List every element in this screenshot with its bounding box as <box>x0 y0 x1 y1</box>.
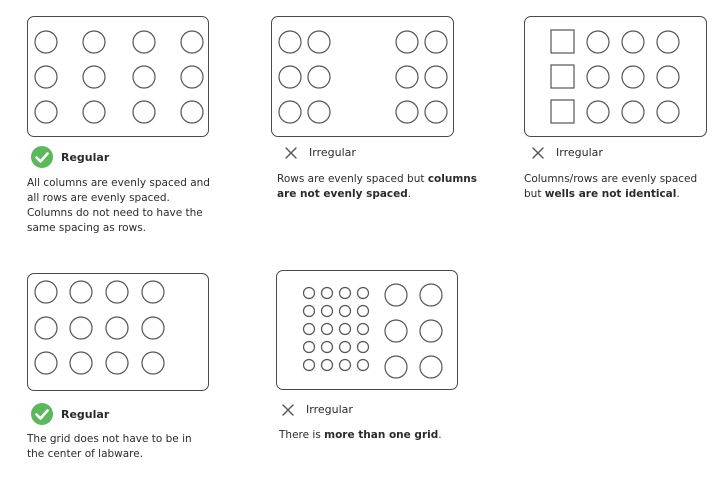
circular-well <box>622 101 644 123</box>
large-well <box>385 356 407 378</box>
status-irregular <box>282 403 353 416</box>
check-circle-icon <box>31 146 53 168</box>
large-well <box>385 320 407 342</box>
circular-well <box>133 101 155 123</box>
labware-diagram-regular-2 <box>27 273 209 391</box>
circular-well <box>70 352 92 374</box>
circular-well <box>396 66 418 88</box>
circular-well <box>142 352 164 374</box>
circular-well <box>622 66 644 88</box>
circular-well <box>106 317 128 339</box>
well-grid <box>28 274 210 392</box>
circular-well <box>133 31 155 53</box>
circular-well <box>35 281 57 303</box>
small-well <box>358 342 369 353</box>
small-well <box>322 360 333 371</box>
description-emphasis: more than one grid <box>324 429 439 441</box>
description-text: . <box>407 188 412 200</box>
small-well <box>304 342 315 353</box>
labware-diagram-multiple-grids <box>276 270 458 390</box>
circular-well <box>657 101 679 123</box>
well-grid <box>525 17 708 138</box>
circular-well <box>106 281 128 303</box>
small-well <box>340 342 351 353</box>
circular-well <box>83 31 105 53</box>
circular-well <box>587 101 609 123</box>
description <box>524 172 709 202</box>
square-well <box>551 65 574 88</box>
description-emphasis: wells are not identical <box>544 188 677 200</box>
small-well <box>322 306 333 317</box>
circular-well <box>35 66 57 88</box>
circular-well <box>181 101 203 123</box>
circular-well <box>83 101 105 123</box>
small-well <box>304 288 315 299</box>
description-emphasis: columns are not evenly spaced <box>277 173 477 200</box>
small-well <box>340 288 351 299</box>
well-grid <box>272 17 455 138</box>
circular-well <box>396 31 418 53</box>
circular-well <box>279 66 301 88</box>
status-irregular <box>532 146 603 159</box>
circular-well <box>181 66 203 88</box>
circular-well <box>70 317 92 339</box>
small-well <box>322 324 333 335</box>
description-text: There is <box>279 429 325 441</box>
large-well <box>385 284 407 306</box>
status-regular <box>31 403 109 425</box>
description-text: . <box>676 188 680 200</box>
description-text: Rows are evenly spaced but <box>277 173 428 185</box>
circular-well <box>142 281 164 303</box>
circular-well <box>657 31 679 53</box>
small-well <box>340 360 351 371</box>
circular-well <box>425 101 447 123</box>
labware-diagram-regular-1 <box>27 16 209 137</box>
circular-well <box>587 31 609 53</box>
circular-well <box>587 66 609 88</box>
x-mark-icon <box>282 404 294 416</box>
status-label: Irregular <box>309 146 356 159</box>
description <box>277 172 477 202</box>
check-circle-icon <box>31 403 53 425</box>
description-text: . <box>438 429 442 441</box>
status-label: Irregular <box>556 146 603 159</box>
circular-well <box>396 101 418 123</box>
circular-well <box>425 31 447 53</box>
description <box>279 428 479 443</box>
description <box>27 432 207 462</box>
small-well <box>322 342 333 353</box>
circular-well <box>181 31 203 53</box>
circular-well <box>35 352 57 374</box>
status-label: Regular <box>61 150 110 164</box>
square-well <box>551 30 574 53</box>
circular-well <box>83 66 105 88</box>
small-well <box>340 324 351 335</box>
small-well <box>340 306 351 317</box>
circular-well <box>308 66 330 88</box>
circular-well <box>279 31 301 53</box>
circular-well <box>142 317 164 339</box>
well-grid <box>277 271 459 391</box>
circular-well <box>35 101 57 123</box>
status-label: Regular <box>61 407 110 421</box>
description-text: The grid does not have to be in the center of labware. <box>27 433 192 460</box>
status-regular <box>31 146 109 168</box>
circular-well <box>657 66 679 88</box>
circular-well <box>35 31 57 53</box>
description <box>27 176 215 236</box>
large-well <box>420 320 442 342</box>
large-well <box>420 284 442 306</box>
circular-well <box>308 31 330 53</box>
x-mark-icon <box>532 147 544 159</box>
small-well <box>358 324 369 335</box>
circular-well <box>106 352 128 374</box>
circular-well <box>35 317 57 339</box>
small-well <box>358 360 369 371</box>
circular-well <box>425 66 447 88</box>
description-text: Columns/rows are evenly spaced but <box>524 173 698 200</box>
small-well <box>304 306 315 317</box>
small-well <box>304 360 315 371</box>
small-well <box>322 288 333 299</box>
small-well <box>358 288 369 299</box>
well-grid <box>28 17 210 138</box>
labware-diagram-irregular-wells <box>524 16 707 137</box>
description-text: All columns are evenly spaced and all rows are evenly spaced. Columns do not need to have the same spacing as rows. <box>27 177 210 234</box>
circular-well <box>622 31 644 53</box>
status-irregular <box>285 146 356 159</box>
circular-well <box>133 66 155 88</box>
status-label: Irregular <box>306 403 353 416</box>
x-mark-icon <box>285 147 297 159</box>
circular-well <box>308 101 330 123</box>
small-well <box>358 306 369 317</box>
labware-diagram-irregular-columns <box>271 16 454 137</box>
circular-well <box>70 281 92 303</box>
circular-well <box>279 101 301 123</box>
large-well <box>420 356 442 378</box>
small-well <box>304 324 315 335</box>
square-well <box>551 100 574 123</box>
